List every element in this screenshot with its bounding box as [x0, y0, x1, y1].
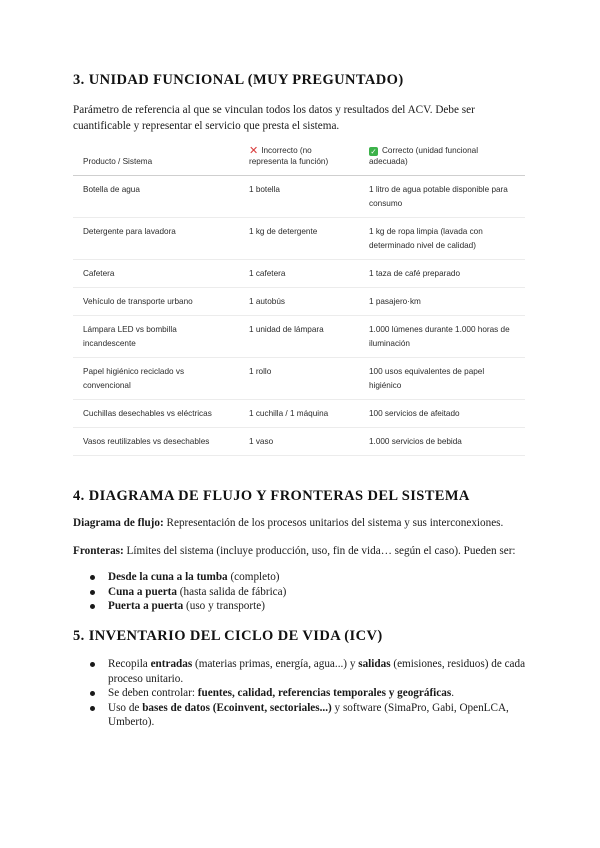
bullet-icon — [90, 604, 95, 609]
section-3-title: 3. UNIDAD FUNCIONAL (MUY PREGUNTADO) — [73, 72, 404, 88]
list-item-bold: Cuna a puerta — [108, 585, 177, 598]
table-row — [73, 400, 525, 428]
cell-correct: 1 taza de café preparado — [359, 260, 525, 288]
table-row — [73, 358, 525, 400]
table-row — [73, 288, 525, 316]
list-item — [73, 585, 533, 600]
header-incorrect-label: Incorrecto (no representa la función) — [249, 146, 329, 166]
borders-list — [73, 570, 533, 614]
section-4-title: 4. DIAGRAMA DE FLUJO Y FRONTERAS DEL SISTEMA — [73, 488, 470, 504]
cell-incorrect: 1 kg de detergente — [239, 218, 359, 260]
list-item-bold: entradas — [150, 658, 193, 670]
list-item-text: (uso y transporte) — [183, 600, 265, 612]
bullet-icon — [90, 575, 95, 580]
list-item-text: (hasta salida de fábrica) — [177, 585, 287, 598]
list-item-bold: bases de datos (Ecoinvent, sectoriales...) — [142, 701, 332, 714]
cell-correct: 1 pasajero·km — [359, 288, 525, 316]
borders-paragraph — [73, 543, 528, 559]
header-correct-label: Correcto (unidad funcional adecuada) — [369, 146, 479, 166]
cell-incorrect: 1 botella — [239, 176, 359, 218]
header-correct — [359, 140, 525, 176]
cell-incorrect: 1 autobús — [239, 288, 359, 316]
list-item-bold: Desde la cuna a la tumba — [108, 571, 228, 583]
list-item-text: (materias primas, energía, agua...) y — [192, 658, 359, 670]
borders-label: Fronteras: — [73, 545, 124, 557]
cell-correct: 1 litro de agua potable disponible para consumo — [359, 176, 525, 218]
table-row — [73, 428, 525, 456]
cell-product: Papel higiénico reciclado vs convencional — [73, 358, 239, 400]
functional-unit-table — [73, 140, 525, 446]
bullet-icon — [90, 706, 95, 711]
cell-product: Botella de agua — [73, 176, 239, 218]
cell-product: Cafetera — [73, 260, 239, 288]
bullet-icon — [90, 662, 95, 667]
cell-incorrect: 1 unidad de lámpara — [239, 316, 359, 358]
list-item-bold: Puerta a puerta — [108, 600, 184, 612]
check-mark-icon: ✓ — [370, 147, 377, 156]
cell-incorrect: 1 cafetera — [239, 260, 359, 288]
list-item-bold: salidas — [358, 658, 391, 670]
cell-product: Lámpara LED vs bombilla incandescente — [73, 316, 239, 358]
list-item-text: y software (SimaPro, Gabi, OpenLCA, Umberto). — [108, 701, 509, 728]
cell-correct: 1 kg de ropa limpia (lavada con determinado nivel de calidad) — [359, 218, 525, 260]
table-row — [73, 218, 525, 260]
header-incorrect — [239, 140, 359, 176]
cross-mark-icon: ✕ — [249, 145, 259, 157]
section-5-title: 5. INVENTARIO DEL CICLO DE VIDA (ICV) — [73, 628, 383, 644]
diagram-paragraph — [73, 515, 528, 531]
cell-product: Vehículo de transporte urbano — [73, 288, 239, 316]
diagram-text: Representación de los procesos unitarios del sistema y sus interconexiones. — [166, 517, 504, 529]
cell-product: Vasos reutilizables vs desechables — [73, 428, 239, 456]
cell-incorrect: 1 cuchilla / 1 máquina — [239, 400, 359, 428]
bullet-icon — [90, 590, 95, 595]
cell-correct: 100 servicios de afeitado — [359, 400, 525, 428]
borders-text: Límites del sistema (incluye producción, uso, fin de vida… según el caso). Pueden ser: — [126, 545, 516, 557]
list-item-text: Uso de — [108, 701, 143, 714]
cell-correct: 100 usos equivalentes de papel higiénico — [359, 358, 525, 400]
table-row — [73, 176, 525, 218]
list-item-text: (emisiones, residuos) de cada proceso unitario. — [108, 658, 526, 685]
list-item-text: Recopila — [108, 658, 151, 670]
header-product: Producto / Sistema — [73, 140, 239, 176]
list-item-text: (completo) — [227, 571, 280, 583]
cell-product: Detergente para lavadora — [73, 218, 239, 260]
table-header-row — [73, 140, 525, 176]
list-item-text: Se deben controlar: — [108, 687, 198, 699]
cell-incorrect: 1 rollo — [239, 358, 359, 400]
table-row — [73, 316, 525, 358]
cell-product: Cuchillas desechables vs eléctricas — [73, 400, 239, 428]
list-item — [73, 657, 533, 686]
cell-correct: 1.000 servicios de bebida — [359, 428, 525, 456]
list-item-bold: fuentes, calidad, referencias temporales y geográficas — [197, 687, 452, 699]
list-item — [73, 686, 533, 701]
inventory-list — [73, 657, 533, 730]
cell-incorrect: 1 vaso — [239, 428, 359, 456]
diagram-label: Diagrama de flujo: — [73, 517, 164, 529]
list-item — [73, 701, 533, 730]
table-row — [73, 260, 525, 288]
list-item-text: . — [451, 687, 455, 699]
cell-correct: 1.000 lúmenes durante 1.000 horas de iluminación — [359, 316, 525, 358]
bullet-icon — [90, 691, 95, 696]
list-item — [73, 599, 533, 614]
section-3-intro: Parámetro de referencia al que se vinculan todos los datos y resultados del ACV. Debe ser cuantificable y representar el servicio que presta el sistema. — [73, 104, 475, 132]
list-item — [73, 570, 533, 585]
